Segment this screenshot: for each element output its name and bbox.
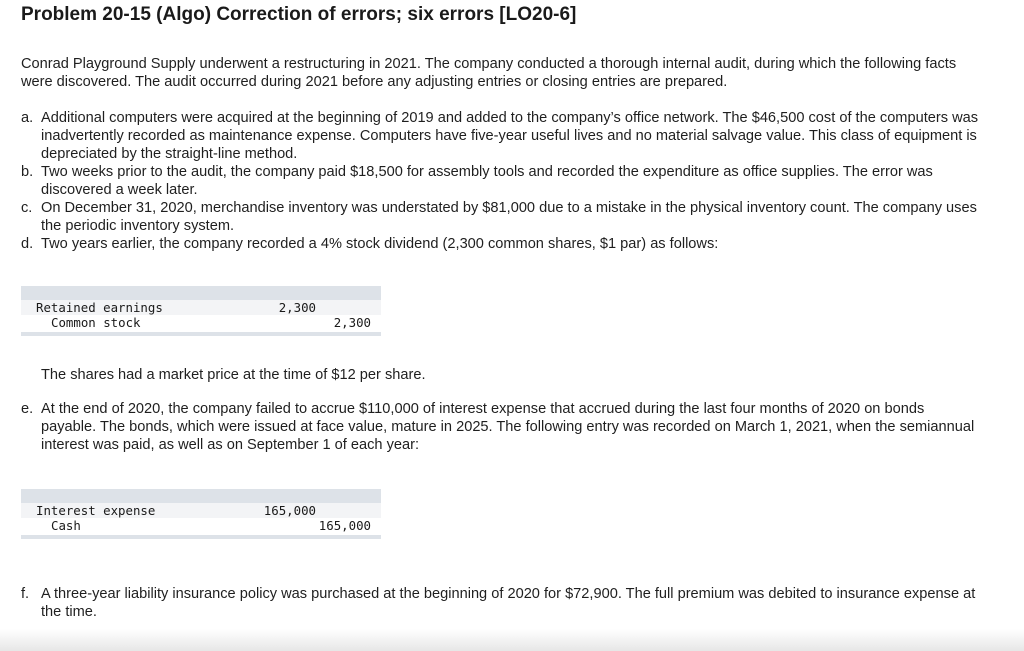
credit-account: Cash	[51, 518, 81, 533]
debit-amount: 2,300	[278, 300, 316, 315]
journal-row-credit	[21, 518, 381, 533]
facts-list-e	[21, 400, 981, 454]
journal-row-debit	[21, 300, 381, 315]
item-text: Additional computers were acquired at the beginning of 2019 and added to the company’s office network. The $46,500 cost of the computers was inadvertently recorded as maintenance expense. Computers have five-year useful lives and no material salvage value. This class of equipment is depreciated by the straight-line method.	[41, 110, 979, 162]
credit-amount: 2,300	[333, 315, 371, 330]
journal-footer-bar	[21, 332, 381, 336]
facts-list	[21, 109, 981, 253]
intro-paragraph: Conrad Playground Supply underwent a restructuring in 2021. The company conducted a thorough internal audit, during which the following facts were discovered. The audit occurred during 2021 before any adjusting entries or closing entries are prepared.	[21, 56, 957, 90]
market-price-text: The shares had a market price at the time of $12 per share.	[41, 367, 426, 383]
item-text: Two weeks prior to the audit, the company paid $18,500 for assembly tools and recorded the expenditure as office supplies. The error was discovered a week later.	[41, 164, 933, 198]
facts-list-f	[21, 585, 981, 621]
item-text: Two years earlier, the company recorded a 4% stock dividend (2,300 common shares, $1 par) as follows:	[41, 236, 719, 252]
page-title: Problem 20-15 (Algo) Correction of errors; six errors [LO20-6]	[21, 4, 577, 25]
journal-entry-interest	[21, 489, 381, 539]
journal-row-debit	[21, 503, 381, 518]
journal-header-bar	[21, 286, 381, 300]
list-item-b	[21, 163, 981, 199]
list-item-d	[21, 235, 981, 253]
item-text: A three-year liability insurance policy was purchased at the beginning of 2020 for $72,900. The full premium was debited to insurance expense at the time.	[41, 586, 976, 620]
journal-entry-stock-dividend	[21, 286, 381, 336]
item-letter: b.	[21, 164, 34, 180]
item-letter: a.	[21, 110, 34, 126]
credit-account: Common stock	[51, 315, 141, 330]
bottom-fade	[0, 629, 1024, 651]
journal-row-credit	[21, 315, 381, 330]
credit-amount: 165,000	[318, 518, 371, 533]
debit-account: Interest expense	[36, 503, 156, 518]
list-item-a	[21, 109, 981, 163]
debit-amount: 165,000	[263, 503, 316, 518]
item-text: On December 31, 2020, merchandise inventory was understated by $81,000 due to a mistake in the physical inventory count. The company uses the periodic inventory system.	[41, 200, 977, 234]
item-text: At the end of 2020, the company failed to accrue $110,000 of interest expense that accrued during the last four months of 2020 on bonds payable. The bonds, which were issued at face value, mature in 2025. The following entry was recorded on March 1, 2021, when the semiannual interest was paid, as well as on September 1 of each year:	[41, 401, 975, 453]
journal-footer-bar	[21, 535, 381, 539]
list-item-c	[21, 199, 981, 235]
item-letter: e.	[21, 401, 34, 417]
item-letter: c.	[21, 200, 33, 216]
list-item-f	[21, 585, 981, 621]
debit-account: Retained earnings	[36, 300, 163, 315]
list-item-e	[21, 400, 981, 454]
item-letter: f.	[21, 586, 30, 602]
journal-header-bar	[21, 489, 381, 503]
item-letter: d.	[21, 236, 34, 252]
